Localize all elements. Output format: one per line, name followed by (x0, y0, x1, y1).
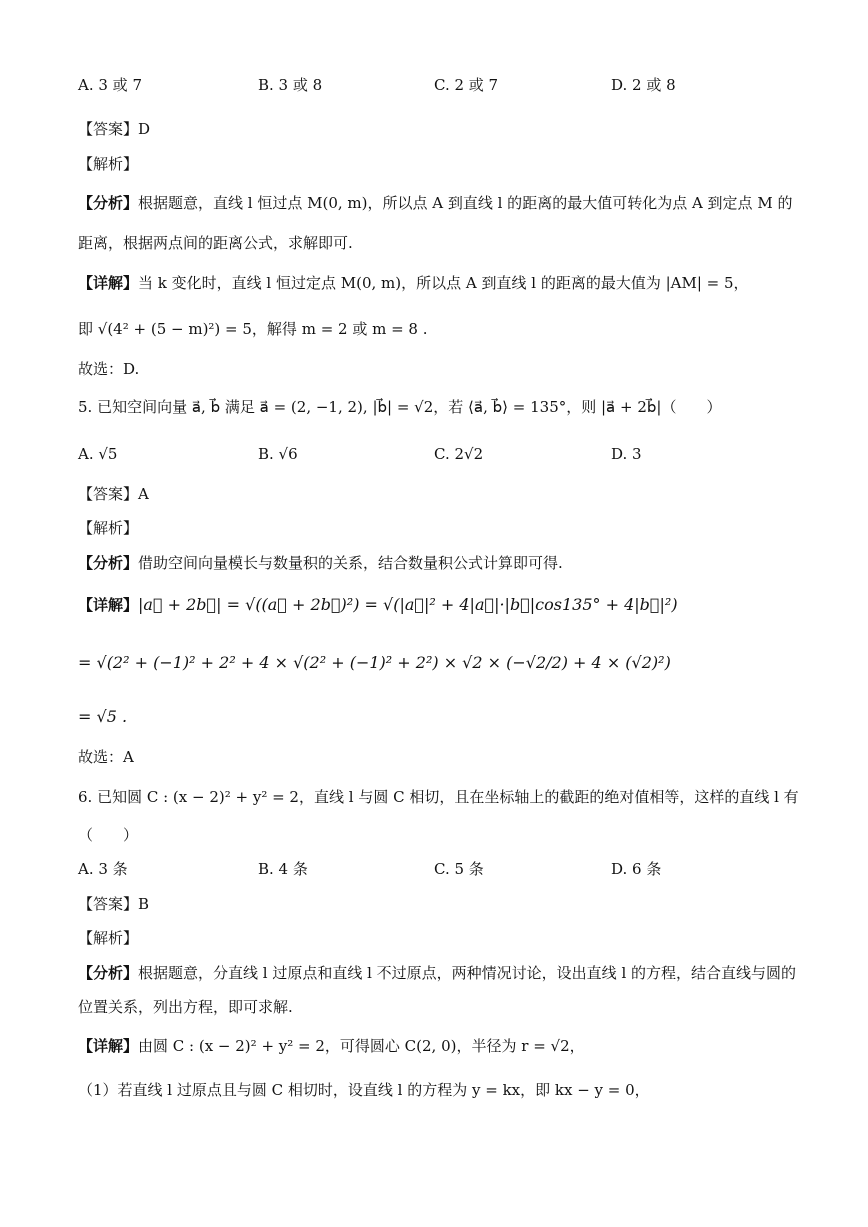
q4-fenxi-cont: 距离，根据两点间的距离公式，求解即可. (78, 234, 353, 252)
q4-equation: 即 √(4² + (5 − m)²) = 5，解得 m = 2 或 m = 8 . (78, 320, 428, 338)
q5-choice: 故选：A (78, 748, 134, 766)
q4-analysis-tag: 【解析】 (78, 155, 139, 173)
q6-xiangjie-label: 【详解】 (78, 1037, 139, 1055)
q5-option-d: D. 3 (611, 445, 642, 463)
q5-fenxi-text: 借助空间向量模长与数量积的关系，结合数量积公式计算即可得. (138, 554, 563, 572)
q6-fenxi (78, 962, 798, 984)
q4-answer: 【答案】D (78, 120, 151, 138)
q6-fenxi-cont: 位置关系，列出方程，即可求解. (78, 998, 293, 1016)
q6-question: 6. 已知圆 C : (x − 2)² + y² = 2，直线 l 与圆 C 相切，且在坐标轴上的截距的绝对值相等，这样的直线 l 有 (78, 788, 799, 806)
q4-xiangjie-text: 当 k 变化时，直线 l 恒过定点 M(0, m)，所以点 A 到直线 l 的距离的最大值为 |AM| = 5， (138, 274, 749, 292)
q6-analysis-tag: 【解析】 (78, 929, 139, 947)
q4-choice: 故选：D. (78, 360, 140, 378)
q4-fenxi (78, 192, 798, 214)
q4-xiangjie (78, 272, 798, 294)
q6-fenxi-text-1: 根据题意，分直线 l 过原点和直线 l 不过原点，两种情况讨论，设出直线 l 的方程，结合直线与圆的 (138, 964, 797, 982)
q5-option-c: C. 2√2 (434, 445, 484, 463)
q5-option-a: A. √5 (78, 445, 118, 463)
q6-xiangjie-text: 由圆 C : (x − 2)² + y² = 2，可得圆心 C(2, 0)，半径为 r = √2， (138, 1037, 585, 1055)
q5-step3: = √5 . (78, 707, 128, 726)
q4-option-c: C. 2 或 7 (434, 76, 499, 94)
q4-xiangjie-label: 【详解】 (78, 274, 139, 292)
q6-option-d: D. 6 条 (611, 860, 662, 878)
q5-answer: 【答案】A (78, 485, 149, 503)
q4-option-a: A. 3 或 7 (78, 76, 142, 94)
q5-analysis-tag: 【解析】 (78, 519, 139, 537)
q4-analysis-tag-text: 解析 (93, 155, 124, 173)
q6-answer: 【答案】B (78, 895, 150, 913)
q4-option-b: B. 3 或 8 (258, 76, 323, 94)
q5-xiangjie (78, 594, 798, 616)
q6-question-paren: （ ） (78, 826, 139, 844)
q4-fenxi-text-1: 根据题意，直线 l 恒过点 M(0, m)，所以点 A 到直线 l 的距离的最大值可转化为点 A 到定点 M 的 (138, 194, 793, 212)
q5-option-b: B. √6 (258, 445, 298, 463)
q6-option-c: C. 5 条 (434, 860, 484, 878)
q4-option-d: D. 2 或 8 (611, 76, 676, 94)
q6-option-b: B. 4 条 (258, 860, 308, 878)
q5-fenxi (78, 552, 798, 574)
q6-case1: （1）若直线 l 过原点且与圆 C 相切时，设直线 l 的方程为 y = kx，即 kx − y = 0， (78, 1081, 650, 1099)
q5-fenxi-label: 【分析】 (78, 554, 139, 572)
q5-question: 5. 已知空间向量 a⃗, b⃗ 满足 a⃗ = (2, −1, 2), |b⃗| = √2，若 ⟨a⃗, b⃗⟩ = 135°，则 |a⃗ + 2b⃗|（ ） (78, 398, 722, 416)
q5-step1: |a⃗ + 2b⃗| = √((a⃗ + 2b⃗)²) = √(|a⃗|² + 4|a⃗|·|b⃗|cos135° + 4|b⃗|²) (138, 595, 678, 614)
q6-fenxi-label: 【分析】 (78, 964, 139, 982)
q5-xiangjie-label: 【详解】 (78, 596, 139, 614)
q6-xiangjie (78, 1035, 798, 1057)
q5-step2: = √(2² + (−1)² + 2² + 4 × √(2² + (−1)² + 2²) × √2 × (−√2/2) + 4 × (√2)²) (78, 653, 671, 672)
q4-fenxi-label: 【分析】 (78, 194, 139, 212)
q6-option-a: A. 3 条 (78, 860, 128, 878)
